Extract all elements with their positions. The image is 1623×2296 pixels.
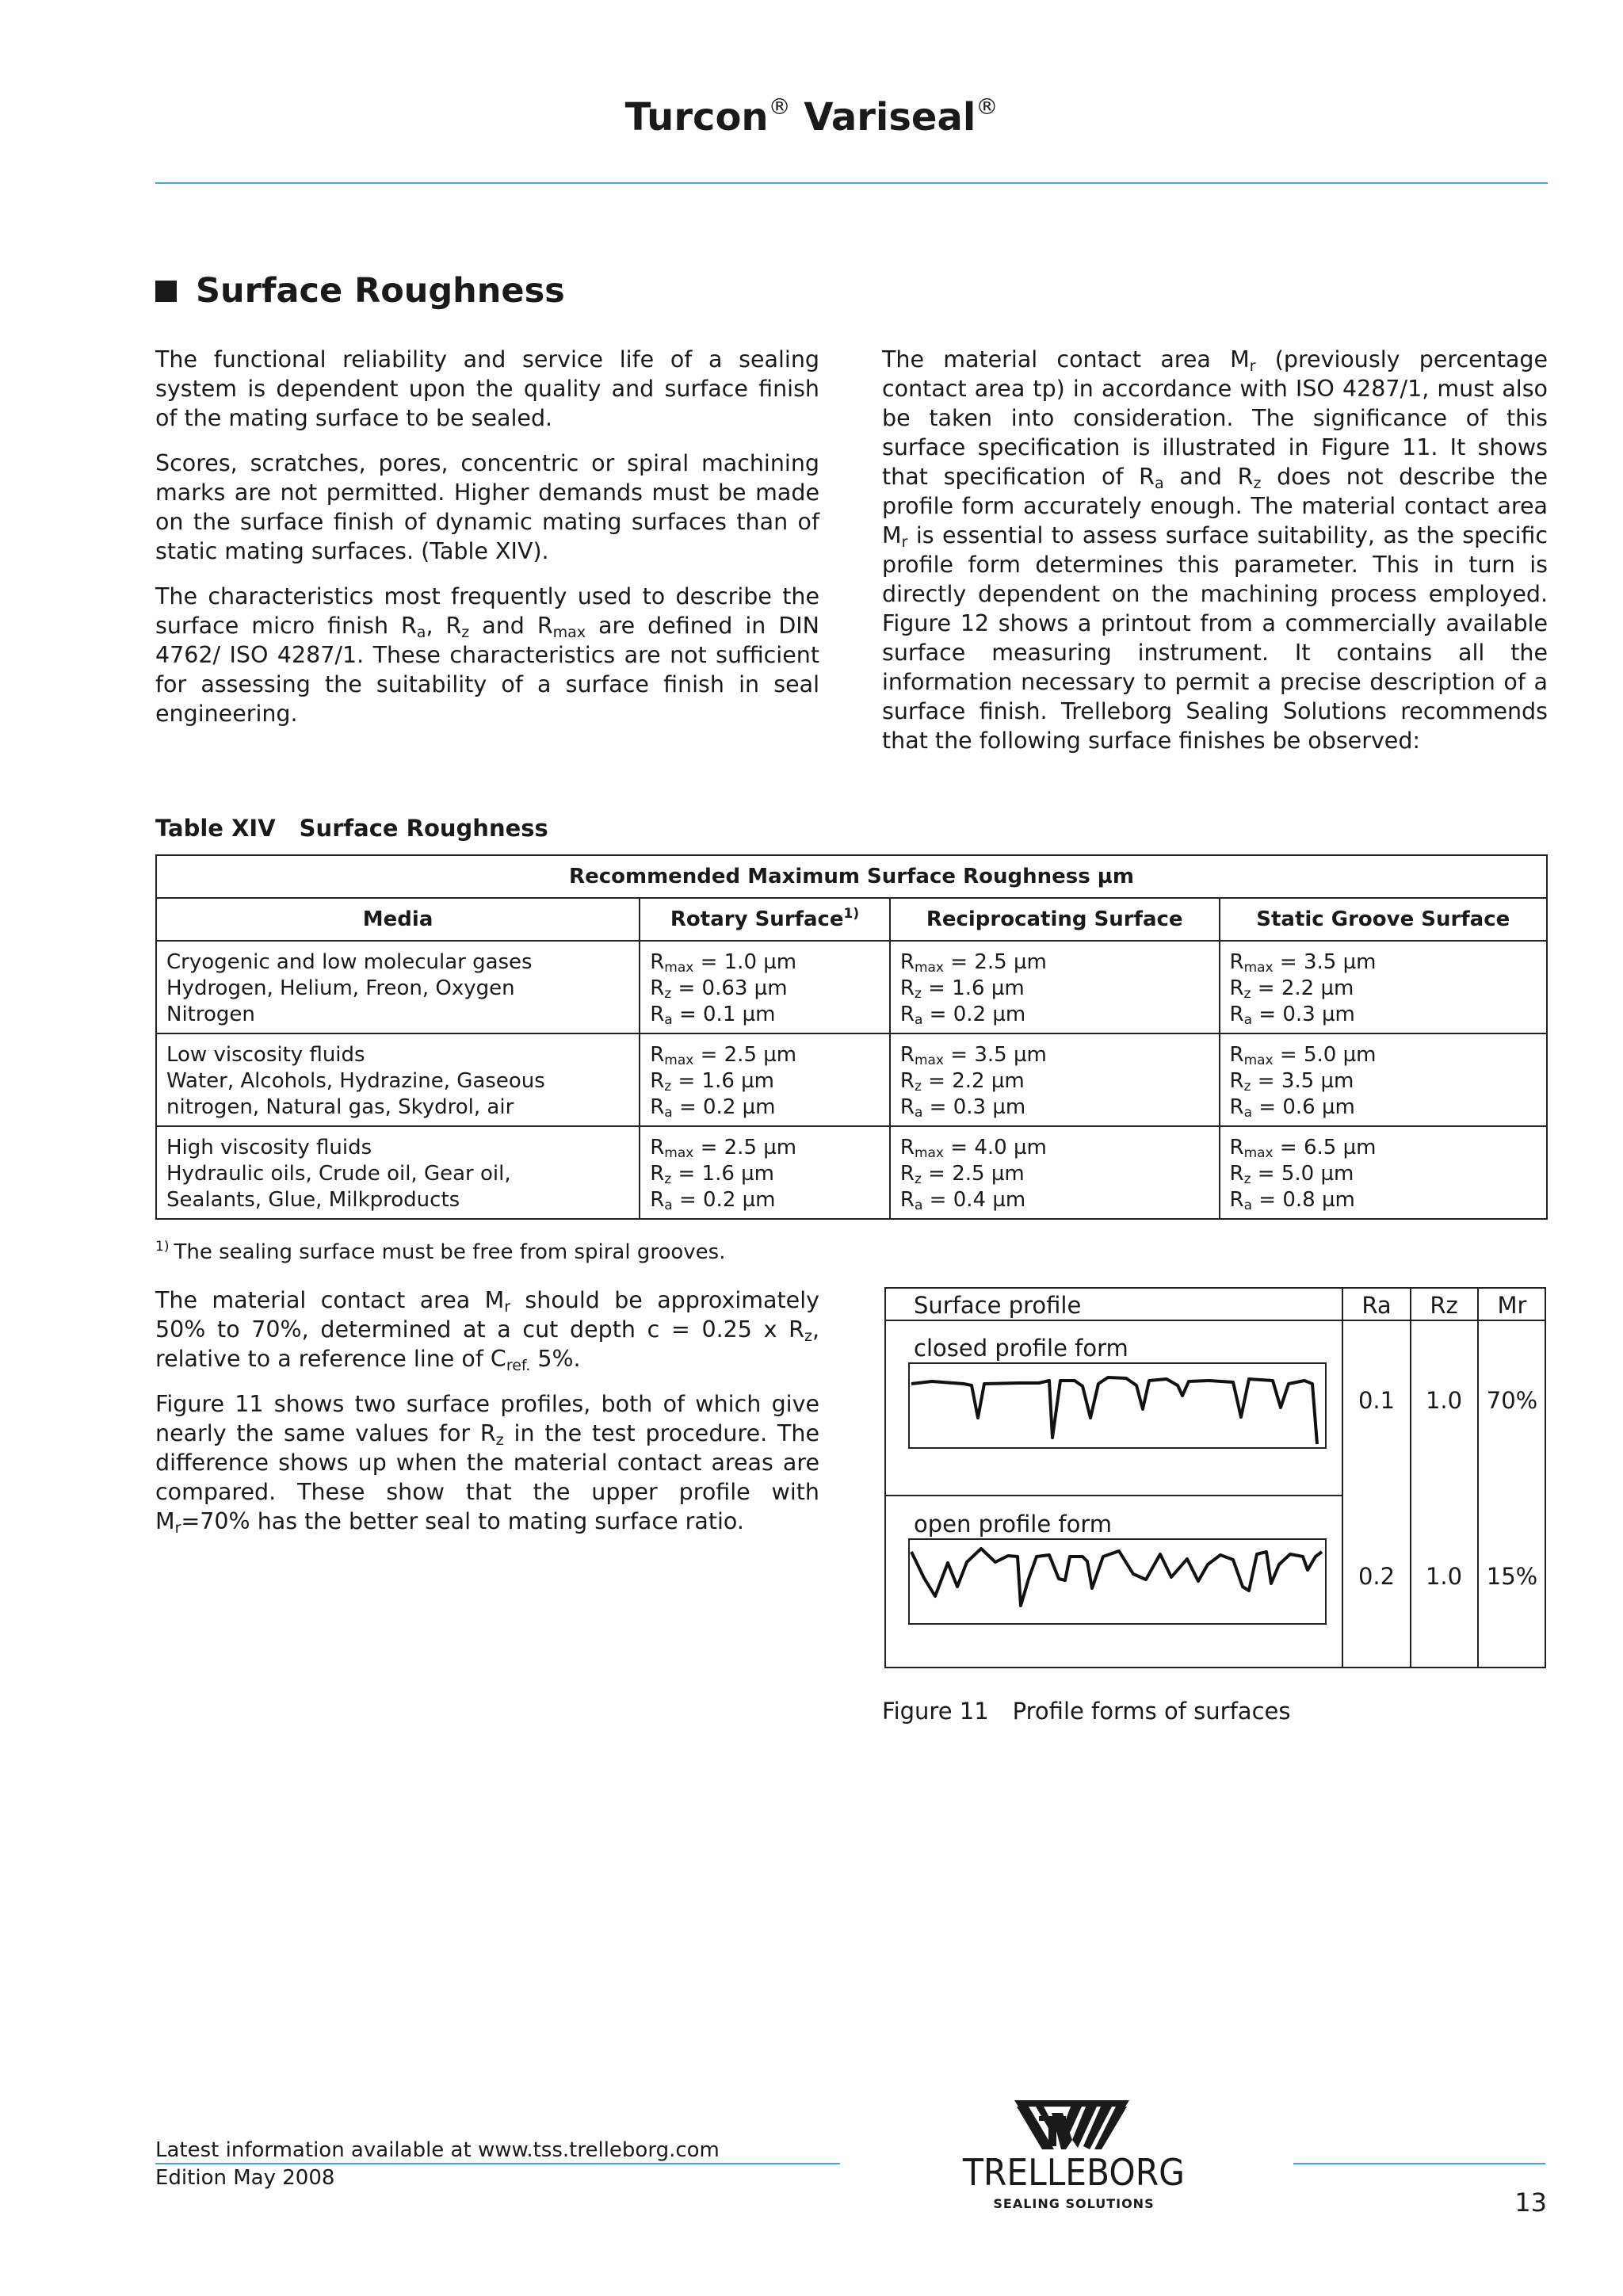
cell-rotary <box>640 1033 890 1126</box>
paragraph: Scores, scratches, pores, concentric or spiral machining marks are not permitted. Higher demands must be made on the surface finish of dynamic mating surfaces than of static mating surfaces. (Table XIV). <box>155 450 819 564</box>
roughness-value: $R_a = 0.1$ µm <box>650 1003 776 1028</box>
roughness-value: $R_{max} = 2.5$ µm <box>899 950 1047 976</box>
right-column <box>882 345 1548 771</box>
col-header-static: Static Groove Surface <box>1220 898 1548 941</box>
roughness-value: $R_z = 2.5$ µm <box>899 1162 1025 1187</box>
roughness-value: $R_a = 0.2$ µm <box>899 1003 1026 1028</box>
logo-subtitle: SEALING SOLUTIONS <box>993 2196 1155 2211</box>
open-profile-label: open profile form <box>914 1511 1113 1538</box>
roughness-value: $R_z = 2.2$ µm <box>1229 976 1354 1002</box>
open-profile-mr: 15% <box>1486 1563 1538 1590</box>
profile-forms-figure <box>884 1287 1546 1668</box>
media-line: Hydraulic oils, Crude oil, Gear oil, <box>166 1162 511 1186</box>
closed-profile-mr: 70% <box>1486 1387 1538 1414</box>
cell-media <box>156 1126 640 1219</box>
roughness-value: $R_a = 0.3$ µm <box>899 1095 1026 1121</box>
table-row <box>156 1126 1547 1219</box>
roughness-value: $R_a = 0.2$ µm <box>650 1188 776 1213</box>
footer-rule-right <box>1293 2163 1545 2164</box>
cell-media <box>156 1033 640 1126</box>
media-line: Hydrogen, Helium, Freon, Oxygen <box>166 976 515 1000</box>
paragraph: The characteristics most frequently used to describe the surface micro finish $R_a$, $R_z$ and $R_{max}$ are defined in DIN 4762/ ISO 4287/1. These characteristics are not sufficient for assessing the suitability of a surface finish in seal engineering. <box>155 583 819 727</box>
col-header-reciprocating: Reciprocating Surface <box>890 898 1220 941</box>
paragraph: The functional reliability and service life of a sealing system is dependent upon the quality and surface finish of the mating surface to be sealed. <box>155 346 819 431</box>
footer-edition: Edition May 2008 <box>155 2166 335 2190</box>
open-profile-rz: 1.0 <box>1425 1563 1463 1590</box>
fig-header-rz: Rz <box>1430 1292 1458 1319</box>
media-line: Water, Alcohols, Hydrazine, Gaseous <box>166 1069 545 1093</box>
media-line: nitrogen, Natural gas, Skydrol, air <box>166 1095 514 1119</box>
roughness-value: $R_a = 0.4$ µm <box>899 1188 1026 1213</box>
roughness-value: $R_{max} = 3.5$ µm <box>1229 950 1377 976</box>
paragraph: The material contact area $M_r$ should be approximately 50% to 70%, determined at a cut depth c = 0.25 x $R_z$, relative to a reference line of $C_{ref.}$ 5%. <box>155 1287 819 1374</box>
roughness-value: $R_z = 5.0$ µm <box>1229 1162 1354 1187</box>
media-line: Sealants, Glue, Milkproducts <box>166 1188 460 1212</box>
cell-static <box>1220 1033 1548 1126</box>
paragraph: Figure 11 shows two surface profiles, both of which give nearly the same values for $R_z$ in the test procedure. The difference shows up when the material contact areas are compared. These show that the upper profile with $M_r=70\%$ has the better seal to mating surface ratio. <box>155 1391 819 1537</box>
table-caption: Table XIV Surface Roughness <box>155 815 548 842</box>
roughness-value: $R_a = 0.3$ µm <box>1229 1003 1355 1028</box>
figure-caption: Figure 11 Profile forms of surfaces <box>882 1698 1291 1725</box>
footer-rule-left <box>155 2163 840 2164</box>
closed-profile-ra: 0.1 <box>1358 1387 1396 1414</box>
table-row <box>156 941 1547 1033</box>
table-super-header: Recommended Maximum Surface Roughness µm <box>156 855 1547 898</box>
roughness-value: $R_a = 0.6$ µm <box>1229 1095 1355 1121</box>
media-line: Cryogenic and low molecular gases <box>166 950 533 974</box>
left-column <box>155 345 819 744</box>
col-header-rotary: Rotary Surface$^{1)}$ <box>640 898 890 941</box>
cell-rotary <box>640 1126 890 1219</box>
trelleborg-emblem-icon <box>1014 2100 1129 2149</box>
roughness-value: $R_z = 0.63$ µm <box>650 976 788 1002</box>
cell-media <box>156 941 640 1033</box>
fig-header-ra: Ra <box>1361 1292 1392 1319</box>
table-header-row <box>156 898 1547 941</box>
closed-profile-rz: 1.0 <box>1425 1387 1463 1414</box>
media-line: High viscosity fluids <box>166 1136 372 1159</box>
media-line: Low viscosity fluids <box>166 1043 365 1067</box>
trelleborg-logo <box>947 2092 1201 2219</box>
col-header-media: Media <box>156 898 640 941</box>
fig-header-mr: Mr <box>1497 1292 1527 1319</box>
roughness-value: $R_a = 0.2$ µm <box>650 1095 776 1121</box>
page-header-title: Turcon® Variseal® <box>624 94 999 139</box>
bullet-square-icon <box>155 281 177 302</box>
closed-profile-label: closed profile form <box>914 1335 1128 1362</box>
media-line: Nitrogen <box>166 1003 255 1026</box>
table-super-header-row <box>156 855 1547 898</box>
cell-recip <box>890 1126 1220 1219</box>
roughness-value: $R_{max} = 5.0$ µm <box>1229 1043 1377 1068</box>
roughness-value: $R_{max} = 2.5$ µm <box>650 1043 797 1068</box>
table-row <box>156 1033 1547 1126</box>
cell-static <box>1220 941 1548 1033</box>
page-number: 13 <box>1514 2187 1547 2218</box>
cell-static <box>1220 1126 1548 1219</box>
paragraph: The material contact area $M_r$ (previously percentage contact area tp) in accordance with ISO 4287/1, must also be taken into consideration. The significance of this surface specification is illustrated in Figure 11. It shows that specification of $R_a$ and $R_z$ does not describe the profile form accurately enough. The material contact area $M_r$ is essential to assess surface suitability, as the specific profile form determines this parameter. This in turn is directly dependent on the machining process employed. Figure 12 shows a printout from a commercially available surface measuring instrument. It contains all the information necessary to permit a precise description of a surface finish. Trelleborg Sealing Solutions recommends that the following surface finishes be observed: <box>882 346 1548 754</box>
fig-header-surface-profile: Surface profile <box>914 1292 1082 1319</box>
roughness-value: $R_{max} = 3.5$ µm <box>899 1043 1047 1068</box>
logo-wordmark: TRELLEBORG <box>962 2151 1185 2194</box>
roughness-value: $R_z = 1.6$ µm <box>650 1069 775 1095</box>
roughness-value: $R_z = 3.5$ µm <box>1229 1069 1354 1095</box>
roughness-value: $R_{max} = 4.0$ µm <box>899 1136 1047 1161</box>
cell-recip <box>890 941 1220 1033</box>
roughness-value: $R_z = 1.6$ µm <box>650 1162 775 1187</box>
roughness-value: $R_a = 0.8$ µm <box>1229 1188 1355 1213</box>
surface-roughness-table <box>155 854 1548 1220</box>
header-rule <box>155 182 1548 184</box>
table-footnote: $^{1)}$ The sealing surface must be free from spiral grooves. <box>155 1239 726 1264</box>
open-profile-curve <box>911 1549 1322 1606</box>
section-title: Surface Roughness <box>155 271 565 311</box>
roughness-value: $R_z = 1.6$ µm <box>899 976 1025 1002</box>
roughness-value: $R_{max} = 6.5$ µm <box>1229 1136 1377 1161</box>
roughness-value: $R_z = 2.2$ µm <box>899 1069 1025 1095</box>
cell-rotary <box>640 941 890 1033</box>
open-profile-ra: 0.2 <box>1358 1563 1396 1590</box>
cell-recip <box>890 1033 1220 1126</box>
roughness-value: $R_{max} = 2.5$ µm <box>650 1136 797 1161</box>
footer-info-line: Latest information available at www.tss.trelleborg.com <box>155 2138 720 2162</box>
closed-profile-curve <box>911 1377 1317 1444</box>
roughness-value: $R_{max} = 1.0$ µm <box>650 950 797 976</box>
lower-left-text <box>155 1286 819 1552</box>
